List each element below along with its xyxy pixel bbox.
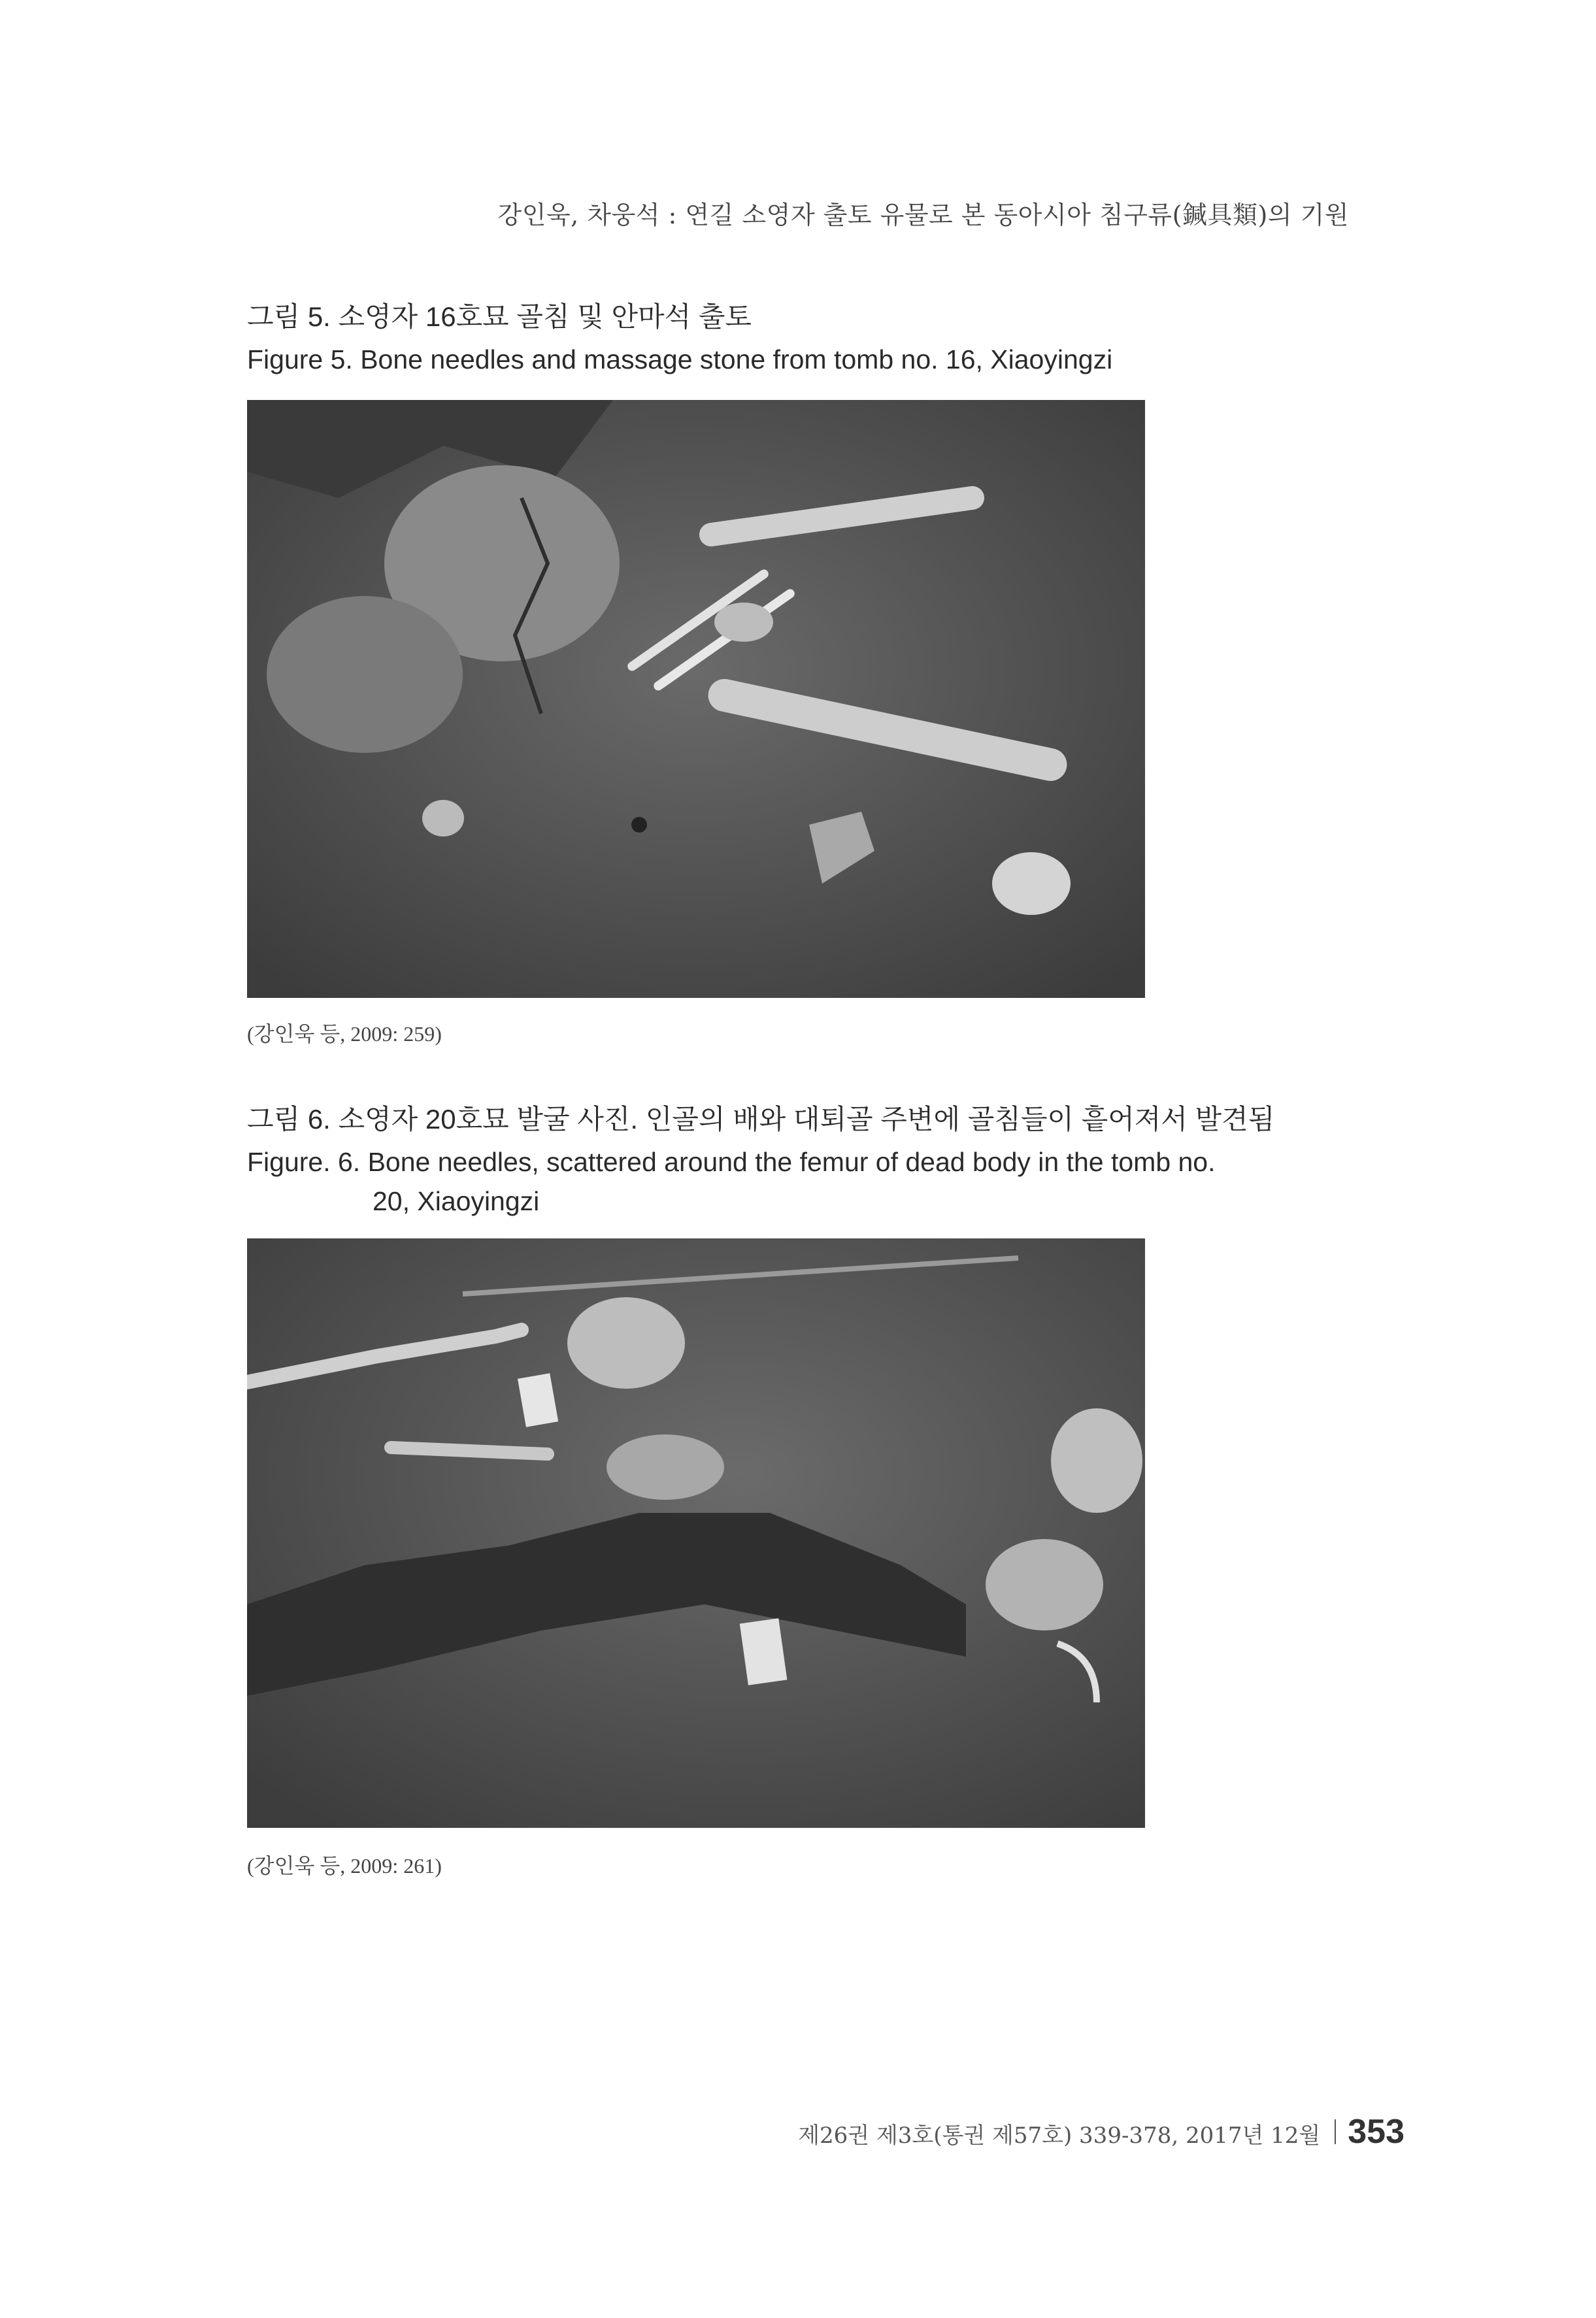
figure5-source: (강인욱 등, 2009: 259) [247, 1022, 442, 1046]
footer-divider [1335, 2119, 1336, 2144]
running-head: 강인욱, 차웅석 : 연길 소영자 출토 유물로 본 동아시아 침구류(鍼具類)의 기원 [497, 201, 1349, 229]
figure5-title-en: Figure 5. Bone needles and massage stone from tomb no. 16, Xiaoyingzi [247, 344, 1113, 374]
page-number: 353 [1348, 2113, 1405, 2151]
footer [798, 2112, 1405, 2151]
figure6-title-en-line2: 20, Xiaoyingzi [373, 1186, 540, 1216]
figure5-title-ko: 그림 5. 소영자 16호묘 골침 및 안마석 출토 [247, 301, 752, 332]
figure6-title-ko: 그림 6. 소영자 20호묘 발굴 사진. 인골의 배와 대퇴골 주변에 골침들이 흩어져서 발견됨 [247, 1104, 1275, 1134]
figure5-photo [247, 400, 1145, 998]
figure6-photo [247, 1238, 1145, 1828]
figure6-title-en-line1: Figure. 6. Bone needles, scattered around the femur of dead body in the tomb no. [247, 1147, 1216, 1177]
figure6-source: (강인욱 등, 2009: 261) [247, 1854, 442, 1878]
footer-citation: 제26권 제3호(통권 제57호) 339-378, 2017년 12월 [798, 2123, 1321, 2149]
